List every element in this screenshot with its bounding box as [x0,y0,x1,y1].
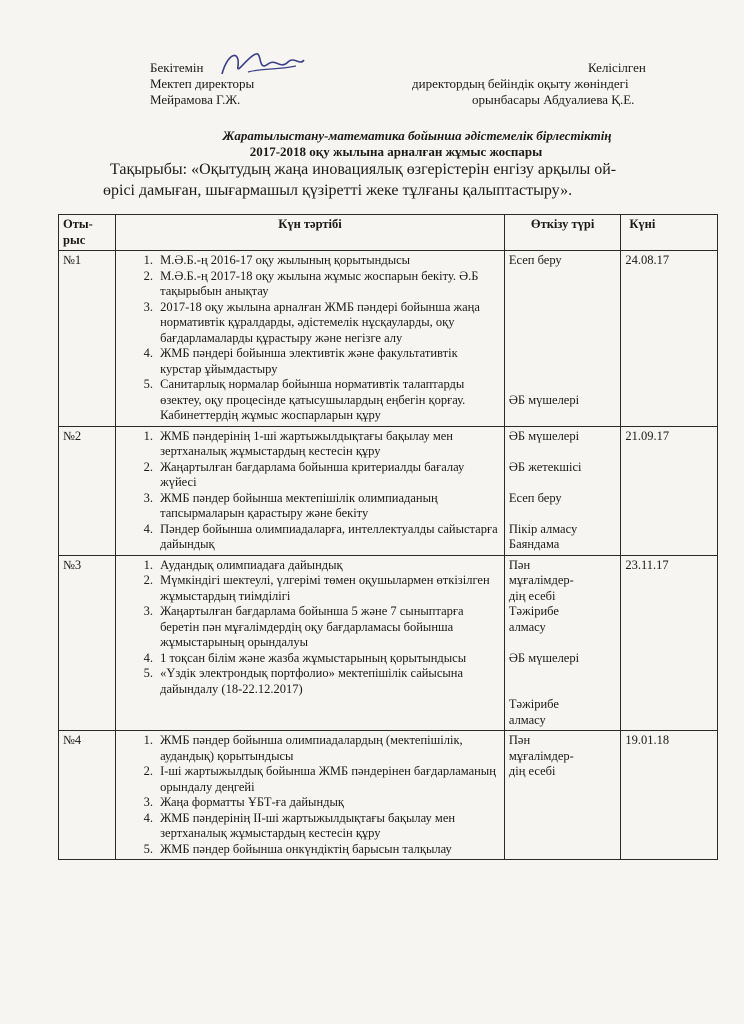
form-item: алмасу [508,619,546,634]
approval-left-line: Мейрамова Г.Ж. [150,92,241,107]
form-item: дің есебі [508,764,556,778]
approval-left-line: Мектеп директоры [150,76,255,91]
form-item [509,506,616,522]
form-item: алмасу [508,712,546,727]
form-item [509,475,616,491]
header-session [59,215,116,251]
agenda-item: 4. Пәндер бойынша олимпиадаларға, интеллектуалды сайыстарға дайындық [156,522,500,553]
form-cell [504,426,620,555]
form-item: дің есебі [508,588,556,603]
header-session-label: Оты- рыс [63,217,93,247]
agenda-cell [116,731,505,860]
form-cell [504,251,620,427]
date-cell: 21.09.17 [621,426,718,555]
topic-line-2: өрісі дамыған, шығармашыл қүзіретті жеке тұлғаны қалыптастыру». [103,182,573,199]
agenda-list [120,558,500,698]
agenda-list [120,429,500,553]
form-item: Тәжірибе [508,604,559,618]
header-date: Күні [621,215,718,251]
form-item: ӘБ мүшелері [508,392,580,407]
title-line-1: Жаратылыстану-математика бойынша әдістемелік бірлестіктің [222,128,612,143]
table-row [59,251,718,427]
form-item [509,284,616,300]
agenda-item: 2. І-ші жартыжылдық бойынша ЖМБ пәндерінен бағдарламаның орындалу деңгейі [156,764,500,795]
form-item: мұғалімдер- [508,748,574,763]
date-cell: 23.11.17 [621,555,718,731]
form-item [509,635,616,651]
form-item: Тәжірибе [508,697,559,711]
agenda-cell [116,555,505,731]
form-item: ӘБ жетекшісі [508,459,582,474]
agenda-item: 2. Жаңартылған бағдарлама бойынша критериалды бағалау жүйесі [156,460,500,491]
signature-icon [218,46,308,82]
session-number: №2 [59,426,116,555]
table-row [59,731,718,860]
form-item: Пікір алмасу [508,521,578,536]
topic-line-1: Тақырыбы: «Оқытудың жаңа иновациялық өзгерістерін енгізу арқылы ой- [110,161,617,178]
header-agenda: Күн тәртібі [116,215,505,251]
form-cell [504,555,620,731]
form-item [509,362,616,378]
form-item: ӘБ мүшелері [508,428,580,443]
agenda-item: 4. ЖМБ пәндері бойынша элективтік және факультативтік курстар ұйымдастыру [156,346,500,377]
agenda-item: 4. ЖМБ пәндерінің ІІ-ші жартыжылдықтағы бақылау мен зертханалық жұмыстардың кестесін құру [156,811,500,842]
form-item: ӘБ мүшелері [508,650,580,665]
agenda-cell [116,426,505,555]
agenda-item: 4. 1 тоқсан білім және жазба жұмыстарының қорытындысы [156,651,500,667]
approval-block-right [410,60,710,108]
form-item: Есеп беру [508,490,562,505]
date-cell: 24.08.17 [621,251,718,427]
form-item [509,682,616,698]
agenda-item: 2. Мүмкіндігі шектеулі, үлгерімі төмен оқушылармен өткізілген жұмыстардың тиімділігі [156,573,500,604]
approval-left-line: Бекітемін [150,60,204,75]
form-item: мұғалімдер- [508,573,574,587]
form-item [509,331,616,347]
agenda-item: 3. ЖМБ пәндер бойынша мектепішілік олимпиаданың тапсырмаларын қарастыру және бекіту [156,491,500,522]
form-item: Баяндама [508,537,560,551]
form-item [509,377,616,393]
agenda-item: 3. 2017-18 оқу жылына арналған ЖМБ пәндері бойынша жаңа нормативтік құралдарды, әдістемелік нұсқауларды, оқу бағдарламаларды құрастыру және негізге алу [156,300,500,347]
form-item [509,666,616,682]
agenda-item: 3. Жаңа форматты ҰБТ-ға дайындық [156,795,500,811]
form-item [509,346,616,362]
agenda-item: 1. ЖМБ пәндер бойынша олимпиадалардың (мектепішілік, аудандық) қорытындысы [156,733,500,764]
form-item [509,444,616,460]
agenda-cell [116,251,505,427]
agenda-item: 3. Жаңартылған бағдарлама бойынша 5 және 7 сыныптарға беретін пән мұғалімдердің оқу бағдарламасы бойынша жұмыстарының орындалуы [156,604,500,651]
form-cell [504,731,620,860]
table-row [59,555,718,731]
table-body [59,251,718,860]
agenda-item: 1. Аудандық олимпиадаға дайындық [156,558,500,574]
approval-right-line: орынбасары Абдуалиева Қ.Е. [472,92,635,107]
agenda-item: 2. М.Ә.Б.-ң 2017-18 оқу жылына жұмыс жоспарын бекіту. Ә.Б тақырыбын анықтау [156,269,500,300]
header-form: Өткізу түрі [504,215,620,251]
agenda-item: 1. ЖМБ пәндерінің 1-ші жартыжылдықтағы бақылау мен зертханалық жұмыстардың кестесін құру [156,429,500,460]
agenda-item: 5. Санитарлық нормалар бойынша нормативтік талаптарды өзектеу, оқу процесінде қатысушылардың еңбегін қорғау. Кабинеттердің жұмыс жоспарларын құру [156,377,500,424]
table-header-row [59,215,718,251]
form-item: Пән [508,733,531,747]
form-item [509,300,616,316]
form-item: Есеп беру [508,253,562,267]
agenda-item: 5. ЖМБ пәндер бойынша онкүндіктің барысын талқылау [156,842,500,858]
table-row [59,426,718,555]
date-cell: 19.01.18 [621,731,718,860]
approval-right-line: директордың бейіндік оқыту жөніндегі [412,76,629,91]
session-number: №1 [59,251,116,427]
approval-right-line: Келісілген [588,60,646,75]
agenda-list [120,733,500,857]
form-item: Пән [508,557,531,572]
agenda-list [120,253,500,424]
agenda-item: 1. М.Ә.Б.-ң 2016-17 оқу жылының қорытындысы [156,253,500,269]
work-plan-table [58,214,718,860]
document-title [0,128,744,160]
session-number: №4 [59,731,116,860]
session-number: №3 [59,555,116,731]
agenda-item: 5. «Үздік электрондық портфолио» мектепішілік сайысына дайындалу (18-22.12.2017) [156,666,500,697]
topic-statement [103,159,710,201]
form-item [509,315,616,331]
form-item [509,269,616,285]
title-line-2: 2017-2018 оқу жылына арналған жұмыс жоспары [249,144,543,159]
